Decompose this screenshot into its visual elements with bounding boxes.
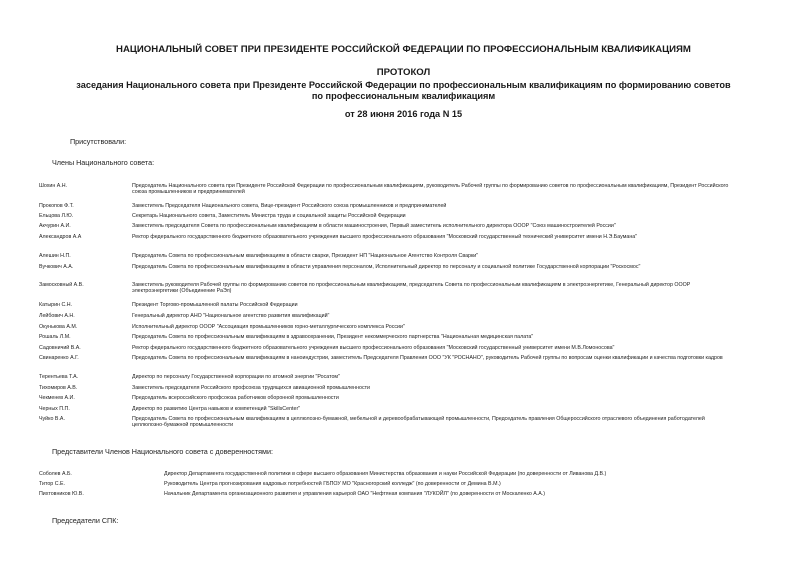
representative-role: Руководитель Центра прогнозирования кадровых потребностей ГБПОУ МО "Красногорский колледж" (по доверенности от Демина В.М.) [164,481,501,487]
member-role: Директор по развитию Центра навыков и компетенций "SkillsCenter" [132,406,301,412]
member-name: Окунькова А.М. [39,324,78,330]
member-name: Черных П.П. [39,406,70,412]
doc-subtitle: заседания Национального совета при Президенте Российской Федерации по профессиональным квалификациям по формированию советов по профессиональным квалификациям [76,80,731,101]
representative-name: Пихтовников Ю.В. [39,491,84,497]
doc-type: ПРОТОКОЛ [376,67,431,78]
council-title: НАЦИОНАЛЬНЫЙ СОВЕТ ПРИ ПРЕЗИДЕНТЕ РОССИЙСКОЙ ФЕДЕРАЦИИ ПО ПРОФЕССИОНАЛЬНЫМ КВАЛИФИКАЦИЯМ [116,44,691,55]
representatives-heading: Представители Членов Национального совета с доверенностями: [52,447,273,456]
member-role: Председатель Совета по профессиональным квалификациям в области сварки, Президент НП "Национальное Агентство Контроля Сварки" [132,253,479,259]
member-role: Секретарь Национального совета, Заместитель Министра труда и социальной защиты Российской Федерации [132,213,406,219]
member-role: Генеральный директор АНО "Национальное агентство развития квалификаций" [132,313,330,319]
member-name: Александров А.А [39,234,82,240]
representative-role: Начальник Департамента организационного развития и управления карьерой ОАО "Нефтяная компания "ЛУКОЙЛ" (по доверенности от Москаленко А.А.) [164,491,546,497]
member-role: Заместитель председателя Совета по профессиональным квалификациям в области машиностроения, Первый заместитель исполнительного директора ОООР "Союз машиностроителей России" [132,223,616,229]
member-name: Замосковный А.В. [39,282,84,288]
representative-name: Соболев А.Б. [39,471,72,477]
member-role: Председатель всероссийского профсоюза работников оборонной промышленности [132,395,339,401]
member-role: Заместитель Председателя Национального совета, Вице-президент Российского союза промышленников и предпринимателей [132,203,447,209]
member-name: Рошаль Л.М. [39,334,71,340]
member-role: Ректор федерального государственного бюджетного образовательного учреждения высшего профессионального образования "Московский государственный технический университет имени Н.Э.Баумана" [132,234,638,240]
present-label: Присутствовали: [70,137,127,146]
member-name: Чекменев А.И. [39,395,75,401]
member-name: Прокопов Ф.Т. [39,203,74,209]
member-role: Директор по персоналу Государственной корпорации по атомной энергии "Росатом" [132,374,340,380]
spk-heading: Председатели СПК: [52,516,119,525]
member-role: Председатель Совета по профессиональным квалификациям в здравоохранении, Президент некоммерческого партнерства "Национальная медицинская палата" [132,334,534,340]
members-heading: Члены Национального совета: [52,158,155,167]
member-name: Вучкович А.А. [39,264,74,270]
member-role: Заместитель председателя Российского профсоюза трудящихся авиационной промышленности [132,385,370,391]
member-name: Свинаренко А.Г. [39,355,79,361]
member-role: Председатель Совета по профессиональным квалификациям в целлюлозно-бумажной, мебельной и деревообрабатывающей промышленности, Председатель правления Общероссийского отраслевого объединения работодателей целлюлозно-бумажной промышленности [132,416,705,429]
member-name: Чуйко В.А. [39,416,65,422]
member-role: Президент Торгово-промышленной палаты Российской Федерации [132,302,298,308]
representative-role: Директор Департамента государственной политики в сфере высшего образования Министерства образования и науки Российской Федерации (по доверенности от Ливанова Д.В.) [164,471,607,477]
member-name: Шохин А.Н. [39,183,68,189]
member-role: Исполнительный директор ОООР "Ассоциация промышленников горно-металлургического комплекса России" [132,324,405,330]
member-name: Лейбович А.Н. [39,313,75,319]
member-name: Терентьева Т.А. [39,374,79,380]
member-role: Заместитель руководителя Рабочей группы по формированию советов по профессиональным квалификациям, председатель Совета по профессиональным квалификациям в электроэнергетике, Генеральный директор ОООР электроэнергетики (Объединение РаЭл) [132,282,691,295]
member-name: Тихомиров А.В. [39,385,78,391]
member-name: Акчурин А.И. [39,223,71,229]
doc-date: от 28 июня 2016 года N 15 [344,109,463,119]
member-name: Ельцова Л.Ю. [39,213,74,219]
member-name: Алешин Н.П. [39,253,71,259]
representative-name: Титор С.Е. [39,481,65,487]
member-name: Садовничий В.А. [39,345,81,351]
member-role: Ректор федерального государственного бюджетного образовательного учреждения высшего профессионального образования "Московский государственный университет имени М.В.Ломоносова" [132,345,615,351]
member-role: Председатель Совета по профессиональным квалификациям в наноиндустрии, заместитель Председателя Правления ООО "УК "РОСНАНО", руководитель Рабочей группы по вопросам оценки квалификации и качества подготовки кадров [132,355,723,361]
member-name: Катырин С.Н. [39,302,73,308]
member-role: Председатель Национального совета при Президенте Российской Федерации по профессиональным квалификациям, руководитель Рабочей группы по формированию советов по профессиональным квалификациям, Президент Российского союза промышленников и предпринимателей [132,183,729,196]
member-role: Председатель Совета по профессиональным квалификациям в области управления персоналом, Исполнительный директор по персоналу и социальной политике Государственной корпорации "Роскосмос" [132,264,641,270]
